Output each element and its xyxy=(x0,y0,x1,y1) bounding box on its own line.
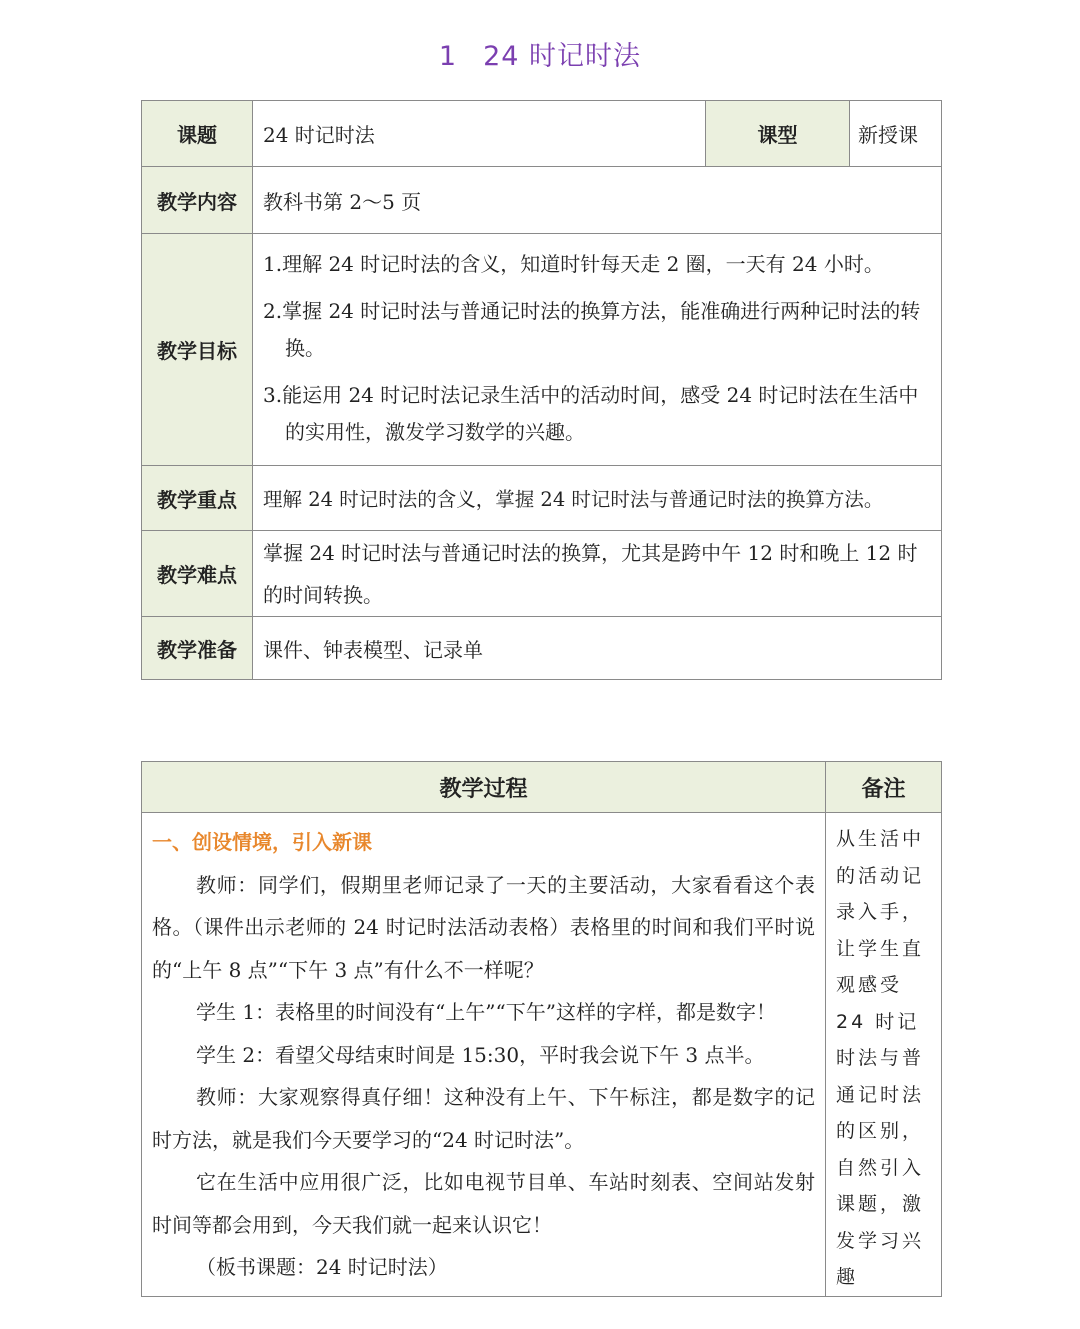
process-paragraph: 学生 2：看望父母结束时间是 15:30，平时我会说下午 3 点半。 xyxy=(196,1042,765,1067)
process-paragraph: 教师：同学们，假期里老师记录了一天的主要活动，大家看看这个表格。（课件出示老师的 24 时记时法活动表格）表格里的时间和我们平时说的“上午 8 点”“下午 3 点”有什么不一样呢？ xyxy=(152,872,815,982)
section-title: 一、创设情境，引入新课 xyxy=(152,830,372,854)
type-label: 课型 xyxy=(706,101,850,167)
process-paragraph: （板书课题：24 时记时法） xyxy=(196,1255,448,1279)
process-paragraph: 它在生活中应用很广泛，比如电视节目单、车站时刻表、空间站发射时间等都会用到，今天我们就一起来认识它！ xyxy=(152,1170,815,1237)
process-header: 教学过程 xyxy=(142,762,826,813)
preparation-label: 教学准备 xyxy=(142,617,253,680)
difficulty-value: 掌握 24 时记时法与普通记时法的换算，尤其是跨中午 12 时和晚上 12 时的时间转换。 xyxy=(253,531,942,617)
teaching-process-table xyxy=(141,761,942,1297)
process-cell xyxy=(142,813,826,1297)
key-point-value: 理解 24 时记时法的含义，掌握 24 时记时法与普通记时法的换算方法。 xyxy=(253,466,942,531)
lesson-title: 24 时记时法 xyxy=(483,41,642,72)
goals-label: 教学目标 xyxy=(142,234,253,466)
difficulty-label: 教学难点 xyxy=(142,531,253,617)
content-value: 教科书第 2～5 页 xyxy=(253,167,942,234)
goal-item: 3.能运用 24 时记时法记录生活中的活动时间，感受 24 时记时法在生活中的实用性，激发学习数学的兴趣。 xyxy=(263,383,919,444)
goals-cell xyxy=(253,234,942,466)
type-value: 新授课 xyxy=(850,101,942,167)
note-cell: 从生活中的活动记录入手，让学生直观感受 24 时记时法与普通记时法的区别，自然引入课题，激发学习兴趣 xyxy=(826,813,942,1297)
lesson-info-table xyxy=(141,100,942,680)
process-paragraph: 学生 1：表格里的时间没有“上午”“下午”这样的字样，都是数字！ xyxy=(196,1000,776,1024)
note-header: 备注 xyxy=(826,762,942,813)
goal-item: 1.理解 24 时记时法的含义，知道时针每天走 2 圈，一天有 24 小时。 xyxy=(263,252,884,276)
process-paragraph: 教师：大家观察得真仔细！这种没有上午、下午标注，都是数字的记时方法，就是我们今天要学习的“24 时记时法”。 xyxy=(152,1085,815,1152)
lesson-number: 1 xyxy=(438,41,458,72)
page-title xyxy=(0,34,1080,73)
topic-label: 课题 xyxy=(142,101,253,167)
key-point-label: 教学重点 xyxy=(142,466,253,531)
goal-item: 2.掌握 24 时记时法与普通记时法的换算方法，能准确进行两种记时法的转换。 xyxy=(263,299,921,360)
topic-value: 24 时记时法 xyxy=(253,101,706,167)
content-label: 教学内容 xyxy=(142,167,253,234)
preparation-value: 课件、钟表模型、记录单 xyxy=(253,617,942,680)
